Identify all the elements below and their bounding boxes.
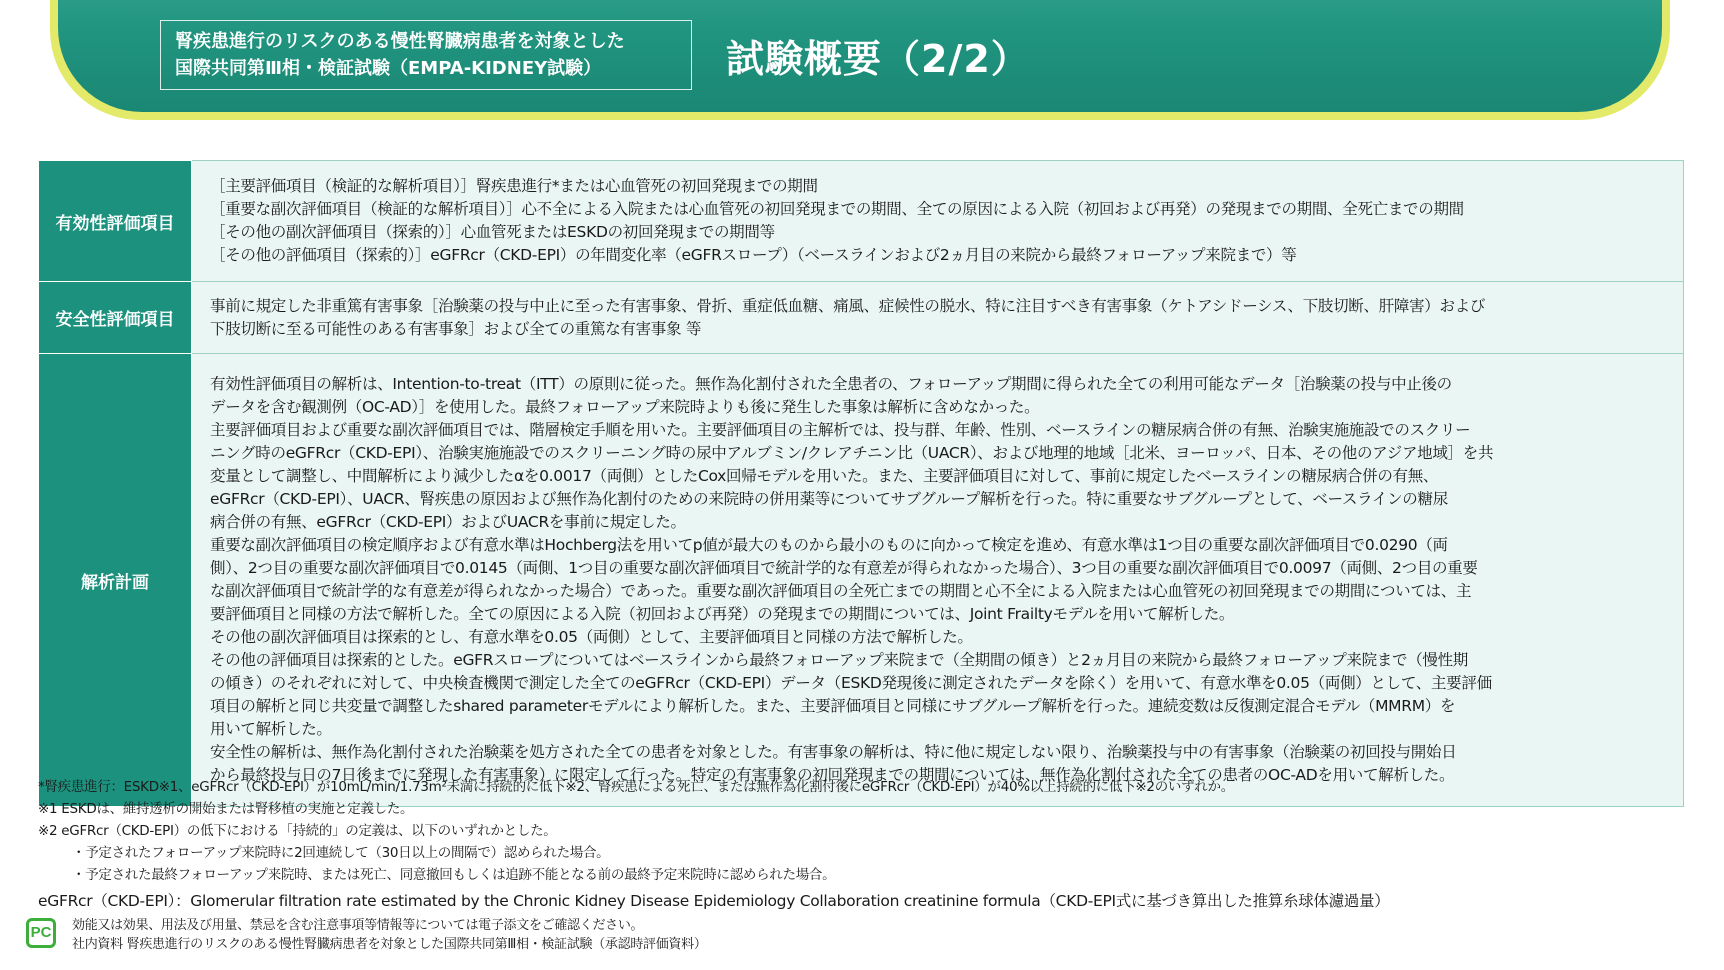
analysis-line: な副次評価項目で統計学的な有意差が得られなかった場合）であった。重要な副次評価項目の全死亡までの期間と心不全による入院または心血管死の初回発現までの期間については、主	[210, 582, 1472, 600]
analysis-line: 要評価項目と同様の方法で解析した。全ての原因による入院（初回および再発）の発現までの期間については、Joint Frailtyモデルを用いて解析した。	[210, 605, 1235, 623]
package-insert-note: 効能又は効果、用法及び用量、禁忌を含む注意事項等情報等については電子添文をご確認ください。	[72, 918, 644, 933]
efficacy-line: ［その他の評価項目（探索的）］eGFRcr（CKD-EPI）の年間変化率（eGFRスロープ）（ベースラインおよび2ヵ月目の来院から最終フォローアップ来院まで）等	[210, 246, 1297, 264]
analysis-line: 主要評価項目および重要な副次評価項目では、階層検定手順を用いた。主要評価項目の主解析では、投与群、年齢、性別、ベースラインの糖尿病合併の有無、治験実施施設でのスクリー	[210, 421, 1471, 439]
efficacy-line: ［重要な副次評価項目（検証的な解析項目）］心不全による入院または心血管死の初回発現までの期間、全ての原因による入院（初回および再発）の発現までの期間、全死亡までの期間	[210, 200, 1464, 218]
analysis-line: その他の副次評価項目は探索的とし、有意水準を0.05（両側）として、主要評価項目と同様の方法で解析した。	[210, 628, 973, 646]
safety-line: 事前に規定した非重篤有害事象［治験薬の投与中止に至った有害事象、骨折、重症低血糖、痛風、症候性の脱水、特に注目すべき有害事象（ケトアシドーシス、下肢切断、肝障害）および	[210, 296, 1486, 315]
footnote-2b: ・予定された最終フォローアップ来院時、または死亡、同意撤回もしくは追跡不能となる前の最終予定来院時に認められた場合。	[72, 867, 836, 883]
row-content-efficacy	[192, 161, 1684, 282]
table-row-analysis	[39, 354, 1684, 807]
footnote-1: ※1 ESKDは、維持透析の開始または腎移植の実施と定義した。	[38, 801, 414, 817]
footnote-2: ※2 eGFRcr（CKD-EPI）の低下における「持続的」の定義は、以下のいずれかとした。	[38, 823, 557, 839]
footnotes	[38, 776, 1688, 886]
safety-line: 下肢切断に至る可能性のある有害事象］および全ての重篤な有害事象 等	[210, 319, 702, 338]
footnote-asterisk: *腎疾患進行：ESKD※1、eGFRcr（CKD-EPI）が10mL/min/1.73m²未満に持続的に低下※2、腎疾患による死亡、または無作為化割付後にeGFRcr（CKD-EPI）が40%以上持続的に低下※2のいずれか。	[38, 779, 1234, 795]
analysis-line: 安全性の解析は、無作為化割付された治験薬を処方された全ての患者を対象とした。有害事象の解析は、特に他に規定しない限り、治験薬投与中の有害事象（治験薬の初回投与開始日	[210, 743, 1457, 761]
efficacy-line: ［主要評価項目（検証的な解析項目）］腎疾患進行*または心血管死の初回発現までの期間	[210, 177, 818, 195]
row-header-safety: 安全性評価項目	[39, 282, 192, 354]
footnote-2a: ・予定されたフォローアップ来院時に2回連続して（30日以上の間隔で）認められた場合。	[72, 845, 610, 861]
analysis-line: ニング時のeGFRcr（CKD-EPI）、治験実施施設でのスクリーニング時の尿中アルブミン/クレアチニン比（UACR）、および地理的地域［北米、ヨーロッパ、日本、その他のアジア地域］を共	[210, 444, 1494, 462]
subtitle-line1: 腎疾患進行のリスクのある慢性腎臓病患者を対象とした	[175, 31, 625, 52]
row-header-analysis: 解析計画	[39, 354, 192, 807]
analysis-line: 項目の解析と同じ共変量で調整したshared parameterモデルにより解析した。また、主要評価項目と同様にサブグループ解析を行った。連続変数は反復測定混合モデル（MMRM）を	[210, 697, 1456, 715]
analysis-line: から最終投与日の7日後までに発現した有害事象）に限定して行った。特定の有害事象の初回発現までの期間については、無作為化割付された全ての患者のOC-ADを用いて解析した。	[210, 766, 1455, 784]
efficacy-line: ［その他の副次評価項目（探索的）］心血管死またはESKDの初回発現までの期間等	[210, 223, 775, 241]
egfr-definition: eGFRcr（CKD-EPI）：Glomerular filtration rate estimated by the Chronic Kidney Disease Epidemiology Collaboration creatinine formula（CKD-EPI式に基づき算出した推算糸球体濾過量）	[38, 892, 1390, 910]
analysis-line: 有効性評価項目の解析は、Intention-to-treat（ITT）の原則に従った。無作為化割付された全患者の、フォローアップ期間に得られた全ての利用可能なデータ［治験薬の投与中止後の	[210, 375, 1452, 393]
pc-logo-icon: PC	[26, 918, 56, 948]
row-content-safety	[192, 282, 1684, 354]
bottom-notes	[72, 916, 707, 954]
page-title: 試験概要（2/2）	[726, 37, 1030, 81]
analysis-line: eGFRcr（CKD-EPI）、UACR、腎疾患の原因および無作為化割付のための来院時の併用薬等についてサブグループ解析を行った。特に重要なサブグループとして、ベースラインの糖尿	[210, 490, 1448, 508]
analysis-line: 重要な副次評価項目の検定順序および有意水準はHochberg法を用いてp値が最大のものから最小のものに向かって検定を進め、有意水準は1つ目の重要な副次評価項目で0.0290（両	[210, 536, 1448, 554]
table-row-efficacy	[39, 161, 1684, 282]
analysis-line: その他の評価項目は探索的とした。eGFRスロープについてはベースラインから最終フォローアップ来院まで（全期間の傾き）と2ヵ月目の来院から最終フォローアップ来院まで（慢性期	[210, 651, 1469, 669]
row-content-analysis	[192, 354, 1684, 807]
study-summary-table	[38, 160, 1684, 807]
analysis-line: 用いて解析した。	[210, 720, 332, 738]
study-subtitle-box	[160, 20, 692, 90]
subtitle-line2: 国際共同第Ⅲ相・検証試験（EMPA-KIDNEY試験）	[175, 58, 602, 79]
source-note: 社内資料 腎疾患進行のリスクのある慢性腎臓病患者を対象とした国際共同第Ⅲ相・検証試験（承認時評価資料）	[72, 937, 707, 952]
analysis-line: 病合併の有無、eGFRcr（CKD-EPI）およびUACRを事前に規定した。	[210, 513, 686, 531]
analysis-line: 変量として調整し、中間解析により減少したαを0.0017（両側）としたCox回帰モデルを用いた。また、主要評価項目に対して、事前に規定したベースラインの糖尿病合併の有無、	[210, 467, 1439, 485]
analysis-line: 側）、2つ目の重要な副次評価項目で0.0145（両側、1つ目の重要な副次評価項目で統計学的な有意差が得られなかった場合）、3つ目の重要な副次評価項目で0.0097（両側、2つ目の重要	[210, 559, 1478, 577]
analysis-line: データを含む観測例（OC-AD）］を使用した。最終フォローアップ来院時よりも後に発生した事象は解析に含めなかった。	[210, 398, 1040, 416]
table-row-safety	[39, 282, 1684, 354]
row-header-efficacy: 有効性評価項目	[39, 161, 192, 282]
analysis-line: の傾き）のそれぞれに対して、中央検査機関で測定した全てのeGFRcr（CKD-EPI）データ（ESKD発現後に測定されたデータを除く）を用いて、有意水準を0.05（両側）として、主要評価	[210, 674, 1492, 692]
